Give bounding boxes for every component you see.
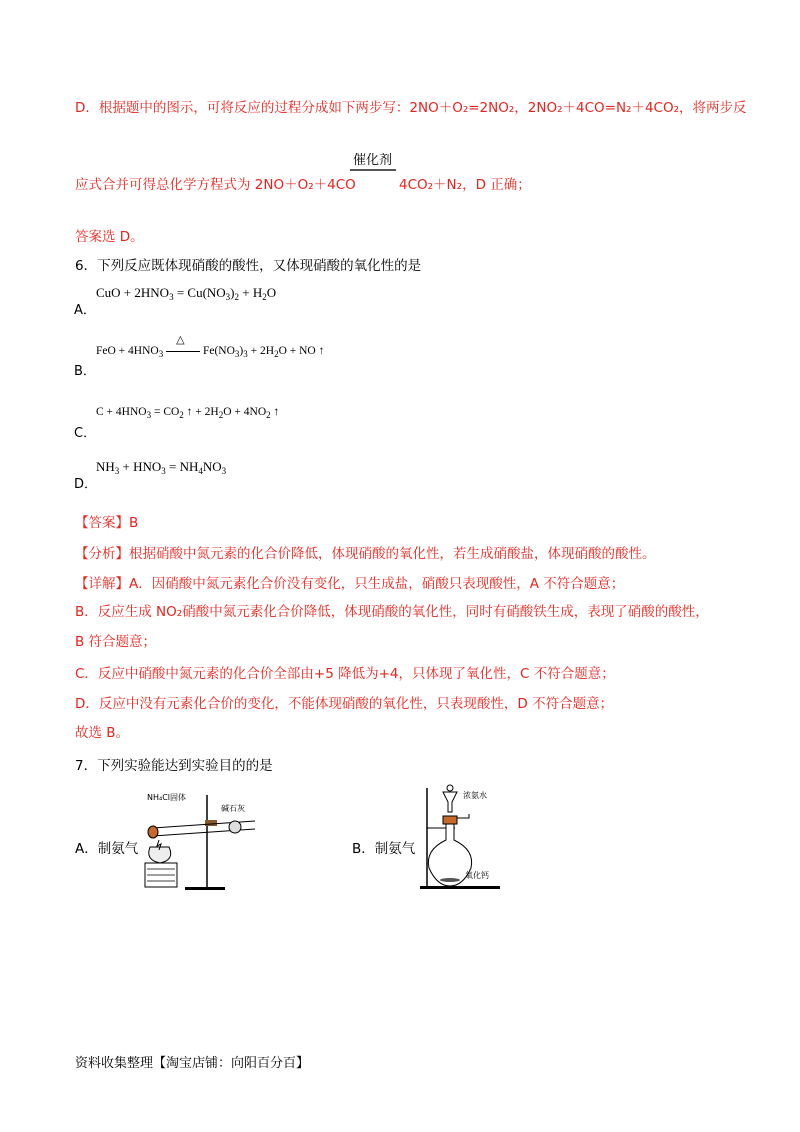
answer-d: 答案选 D。	[75, 229, 144, 245]
option-a-label: A．	[74, 303, 96, 318]
question-6: 6．下列反应既体现硝酸的酸性，又体现硝酸的氧化性的是	[75, 258, 422, 274]
answer-6: 【答案】B	[75, 515, 139, 531]
d-explanation-line2b: 4CO₂＋N₂，D 正确；	[399, 177, 531, 193]
apparatus-b-diagram	[415, 778, 525, 893]
option-c-label: C．	[74, 426, 97, 441]
detail-b-line1: B．反应生成 NO₂硝酸中氮元素化合价降低，体现硝酸的氧化性，同时有硝酸铁生成，表现了硝酸的酸性，	[75, 604, 709, 620]
detail-d: D．反应中没有元素化合价的变化，不能体现硝酸的氧化性，只表现酸性，D 不符合题意；	[75, 696, 614, 712]
analysis-6: 【分析】根据硝酸中氮元素的化合价降低，体现硝酸的氧化性，若生成硝酸盐，体现硝酸的酸性。	[75, 546, 656, 562]
option-7a-label: A．制氨气	[75, 841, 139, 857]
detail-a: 【详解】A．因硝酸中氮元素化合价没有变化，只生成盐，硝酸只表现酸性，A 不符合题意；	[75, 576, 625, 592]
detail-c: C．反应中硝酸中氮元素的化合价全部由+5 降低为+4，只体现了氧化性，C 不符合题意；	[75, 666, 615, 682]
formula-d: $NH_3 + HNO_3 = NH_4NO_3$	[96, 459, 227, 476]
ammonia-water-label: 浓氨水	[463, 791, 487, 800]
d-explanation-line2a: 应式合并可得总化学方程式为 2NO＋O₂＋4CO	[75, 177, 356, 193]
option-7b-label: B．制氨气	[352, 841, 416, 857]
formula-c: $C + 4HNO_3 = CO_2$ ↑ + $2H_2O + 4NO_2$ ↑	[96, 406, 280, 420]
question-7: 7．下列实验能达到实验目的的是	[75, 758, 273, 774]
catalyst-equals-bar	[350, 169, 396, 171]
option-d-label: D．	[74, 477, 98, 492]
soda-lime-label: 碱石灰	[221, 804, 245, 813]
catalyst-label: 催化剂	[353, 153, 393, 168]
detail-b-line2: B 符合题意；	[75, 634, 157, 650]
footer-source: 资料收集整理【淘宝店铺：向阳百分百】	[75, 1056, 310, 1071]
formula-b: FeO + $4HNO_3$ △ $Fe(NO_3)_3 + 2H_2O$ + NO ↑	[96, 334, 325, 359]
d-explanation-line1: D．根据题中的图示，可将反应的过程分成如下两步写：2NO＋O₂=2NO₂，2NO₂＋4CO=N₂＋4CO₂，将两步反	[75, 100, 747, 116]
formula-a: CuO + $2HNO_3 = Cu(NO_3)_2 + H_2O$	[96, 285, 277, 302]
calcium-oxide-label: 氧化钙	[465, 871, 489, 880]
option-b-label: B．	[74, 364, 96, 379]
conclusion-6: 故选 B。	[75, 725, 130, 741]
delta-symbol: △	[176, 334, 185, 346]
apparatus-a-diagram	[135, 785, 275, 895]
nh4cl-label: NH₄Cl固体	[147, 793, 187, 802]
